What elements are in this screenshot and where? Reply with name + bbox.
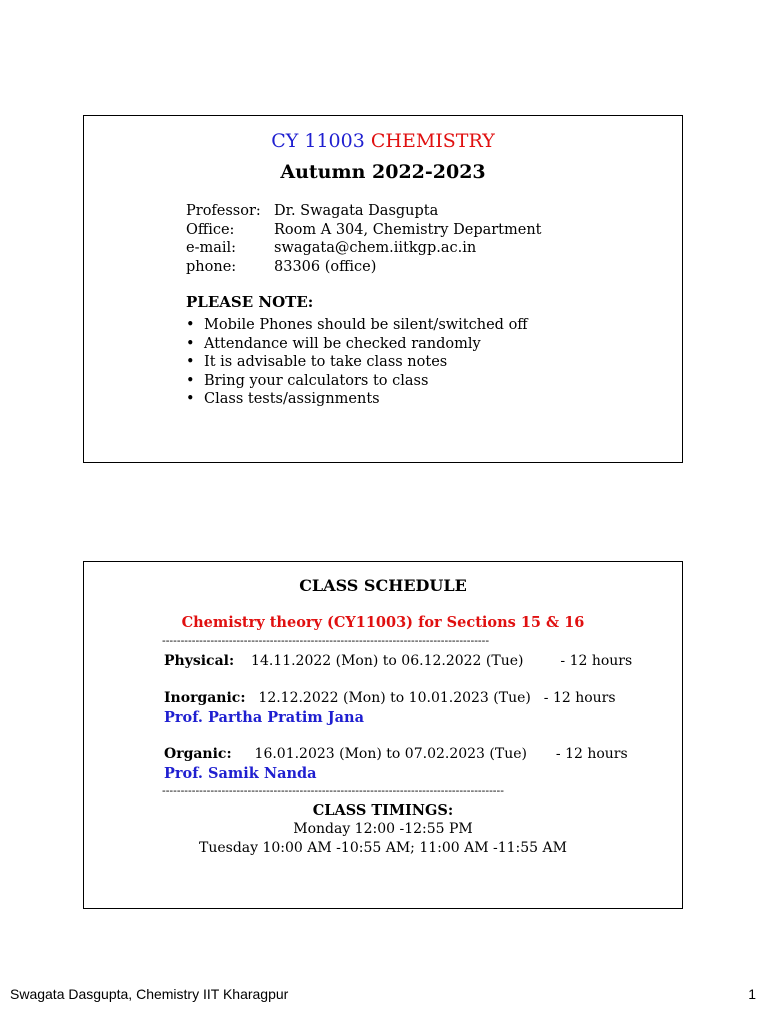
info-value: swagata@chem.iitkgp.ac.in xyxy=(274,240,477,256)
schedule-dates: 12.12.2022 (Mon) to 10.01.2023 (Tue) xyxy=(258,690,531,706)
professor-info xyxy=(186,202,542,276)
info-label: Professor: xyxy=(186,203,261,219)
timing-tuesday: Tuesday 10:00 AM -10:55 AM; 11:00 AM -11:55 AM xyxy=(199,840,567,856)
page-number: 1 xyxy=(748,986,756,1002)
professor-organic: Prof. Samik Nanda xyxy=(164,765,317,782)
schedule-dates: 16.01.2023 (Mon) to 07.02.2023 (Tue) xyxy=(254,746,527,762)
note-text: Mobile Phones should be silent/switched off xyxy=(204,317,528,333)
schedule-row-organic xyxy=(164,746,628,762)
schedule-subtitle: Chemistry theory (CY11003) for Sections 15 & 16 xyxy=(181,614,585,631)
schedule-title: CLASS SCHEDULE xyxy=(299,576,467,595)
list-item xyxy=(186,335,528,354)
info-value: Room A 304, Chemistry Department xyxy=(274,221,542,238)
info-label: Office: xyxy=(186,221,235,238)
timings-heading: CLASS TIMINGS: xyxy=(312,802,454,819)
info-value: 83306 (office) xyxy=(274,258,377,275)
schedule-hours: - 12 hours xyxy=(555,746,628,762)
schedule-label: Physical: xyxy=(164,653,235,669)
list-item xyxy=(186,353,528,372)
timing-monday: Monday 12:00 -12:55 PM xyxy=(293,821,473,837)
notes-list xyxy=(186,316,528,409)
info-value: Dr. Swagata Dasgupta xyxy=(274,203,439,219)
info-label: e-mail: xyxy=(186,240,237,256)
schedule-label: Organic: xyxy=(164,746,232,762)
note-text: Class tests/assignments xyxy=(204,391,380,407)
course-code: CY 11003 xyxy=(271,130,365,152)
schedule-row-physical xyxy=(164,653,632,669)
footer-author: Swagata Dasgupta, Chemistry IIT Kharagpur xyxy=(10,986,289,1002)
course-term: Autumn 2022-2023 xyxy=(280,161,486,183)
course-info-slide xyxy=(83,115,683,463)
bullet-icon: • xyxy=(186,354,195,370)
schedule-row-inorganic xyxy=(164,690,616,706)
list-item xyxy=(186,316,528,335)
bullet-icon: • xyxy=(186,372,195,389)
divider-bottom: -------------------------------------------------------------------------------------------- xyxy=(162,784,504,797)
divider-top: ---------------------------------------------------------------------------------------- xyxy=(162,634,490,647)
note-text: Bring your calculators to class xyxy=(204,372,429,389)
bullet-icon: • xyxy=(186,317,195,333)
bullet-icon: • xyxy=(186,391,195,407)
schedule-label: Inorganic: xyxy=(164,690,246,706)
info-row xyxy=(186,202,542,221)
note-text: It is advisable to take class notes xyxy=(204,354,448,370)
schedule-hours: - 12 hours xyxy=(543,690,616,706)
bullet-icon: • xyxy=(186,335,195,352)
professor-inorganic: Prof. Partha Pratim Jana xyxy=(164,709,364,726)
schedule-hours: - 12 hours xyxy=(560,653,633,669)
info-label: phone: xyxy=(186,258,237,275)
schedule-dates: 14.11.2022 (Mon) to 06.12.2022 (Tue) xyxy=(251,653,524,669)
info-row xyxy=(186,258,542,277)
class-schedule-slide xyxy=(83,561,683,909)
info-row xyxy=(186,221,542,240)
note-heading: PLEASE NOTE: xyxy=(186,293,314,311)
note-text: Attendance will be checked randomly xyxy=(204,335,481,352)
course-name: CHEMISTRY xyxy=(370,130,495,152)
list-item xyxy=(186,390,528,409)
info-row xyxy=(186,239,542,258)
course-title xyxy=(84,130,682,152)
list-item xyxy=(186,372,528,391)
